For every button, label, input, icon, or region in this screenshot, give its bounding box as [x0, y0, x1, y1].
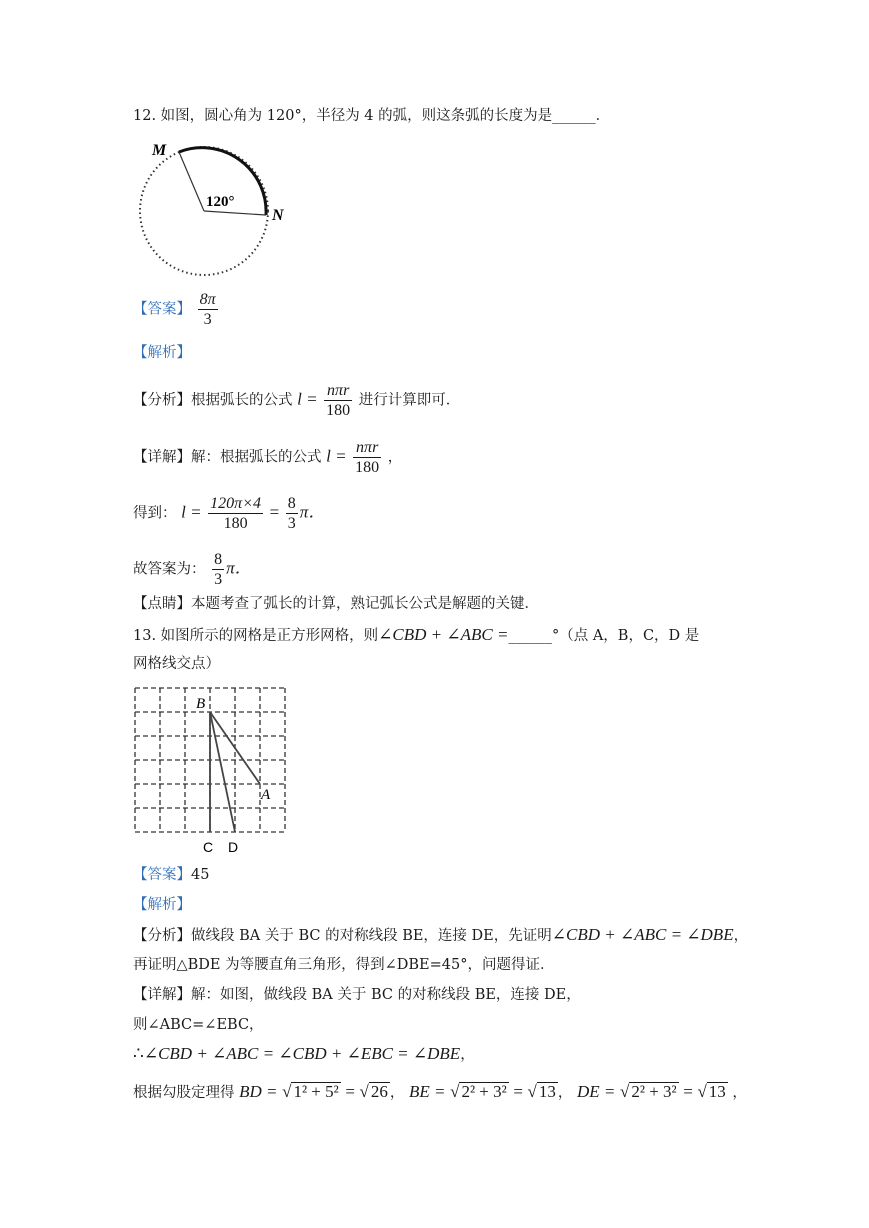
label-angle: 120° — [206, 194, 235, 210]
q12-arc-figure — [134, 140, 294, 280]
q12-analysis-tag: 【解析】 — [133, 345, 191, 361]
q13-grid-figure — [130, 684, 294, 858]
label-m: M — [152, 142, 167, 159]
answer-tag: 【答案】 — [133, 301, 191, 318]
label-d: D — [228, 839, 239, 855]
q13-gougu: 根据勾股定理得 BD = √ 1² + 5² = √ 26 ， BE = √ 2² + 3² = √ 13 ， DE = √ 2² + 3² = √ 13 ， — [133, 1082, 747, 1101]
q13-question-line2: 网格线交点） — [133, 656, 220, 672]
q12-dedao: 得到： l = $\frac{120\pi\times 4}{180}$ = $\frac{8}{3}$ π． — [133, 495, 326, 532]
q13-ze: 则∠ABC=∠EBC， — [133, 1017, 264, 1033]
label-b: B — [196, 696, 206, 712]
q12-question: 12. 如图，圆心角为 120°，半径为 4 的弧，则这条弧的长度为是______． — [133, 108, 611, 124]
radius-on — [204, 211, 266, 215]
label-c: C — [203, 839, 214, 855]
q13-xiangjie: 【详解】解：如图，做线段 BA 关于 BC 的对称线段 BE，连接 DE， — [133, 987, 581, 1003]
label-n: N — [272, 207, 284, 224]
q13-therefore: ∴∠CBD + ∠ABC = ∠CBD + ∠EBC = ∠DBE， — [133, 1044, 475, 1063]
q12-answer — [133, 290, 220, 329]
q12-fenxi: 【分析】根据弧长的公式 l = $\frac{\text{nπr}}{180}$ 进行计算即可． — [133, 382, 461, 419]
q12-dianjing: 【点睛】本题考查了弧长的计算，熟记弧长公式是解题的关键． — [133, 596, 539, 612]
label-a: A — [261, 787, 271, 803]
q13-fenxi: 【分析】做线段 BA 关于 BC 的对称线段 BE，连接 DE，先证明∠CBD + ∠ABC = ∠DBE， — [133, 925, 749, 944]
answer-fraction: $\frac{8\pi}{3}$ — [199, 291, 216, 328]
q13-answer: 【答案】45 — [133, 867, 210, 883]
q12-gu: 故答案为： $\frac{8}{3}$ π． — [133, 551, 252, 588]
q12-xiangjie: 【详解】解：根据弧长的公式 l = $\frac{\text{nπr}}{180}$ ， — [133, 439, 403, 476]
q13-fenxi-line2: 再证明△BDE 为等腰直角三角形，得到∠DBE=45°，问题得证． — [133, 957, 555, 973]
q13-question: 13. 如图所示的网格是正方形网格，则∠CBD + ∠ABC =______°（点 A，B，C，D 是 — [133, 625, 700, 644]
q13-analysis-tag: 【解析】 — [133, 897, 191, 913]
radius-om — [179, 152, 204, 211]
